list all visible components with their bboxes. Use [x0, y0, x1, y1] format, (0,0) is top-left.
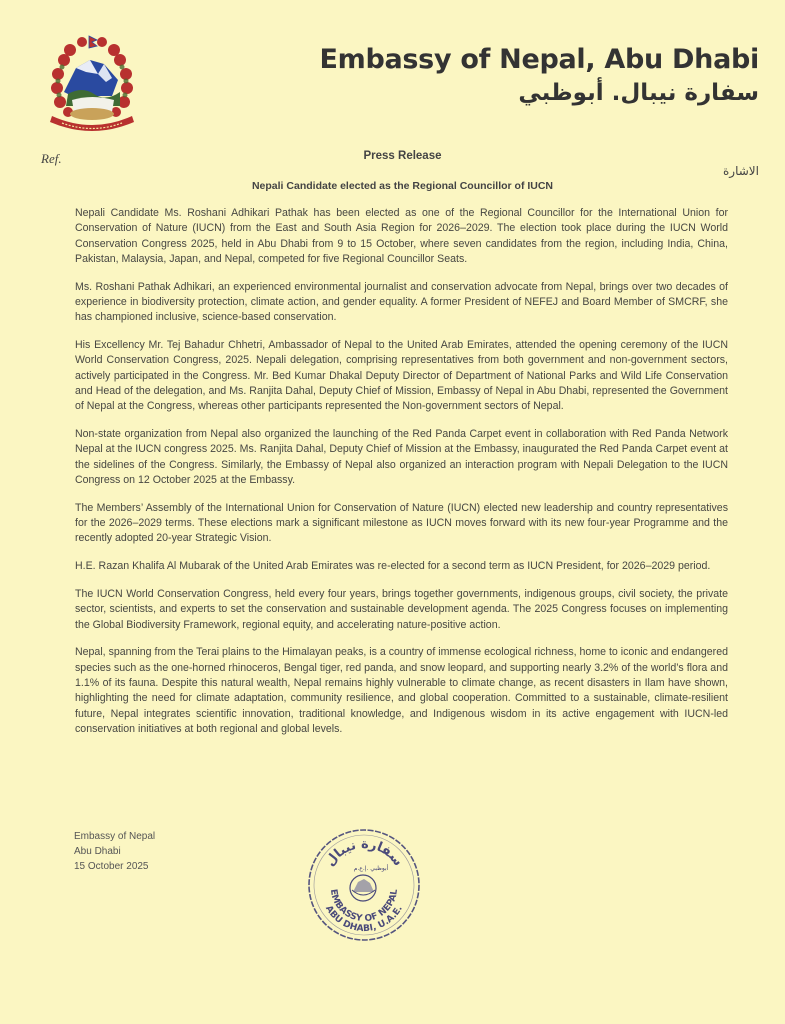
body-paragraph: Nepal, spanning from the Terai plains to the Himalayan peaks, is a country of immense ecological richness, home to iconic and endangered species such as the one-horned rhinoceros, Bengal tiger, red panda, and snow leopard, and supporting nearly 3.2% of the world’s flora and 1.1% of its fauna. Despite this natural wealth, Nepal remains highly vulnerable to climate change, as recent disasters in Ilam have shown, highlighting the need for climate adaptation, community resilience, and global cooperation. Committed to a sustainable, climate-resilient future, Nepal integrates scientific innovation, traditional knowledge, and Indigenous wisdom in its active engagement with IUCN-led conservation initiatives at both regional and global levels.: [75, 646, 728, 735]
reference-arabic-label: الاشارة: [723, 164, 759, 178]
nepal-coat-of-arms-icon: [42, 30, 142, 138]
reference-label: Ref.: [41, 151, 62, 166]
document-type-label: Press Release: [363, 150, 442, 162]
seal-english-text: EMBASSY OF NEPAL: [327, 888, 401, 925]
embassy-seal-icon: [305, 826, 423, 944]
seal-arabic-text: سفارة نيبال: [322, 836, 406, 870]
seal-location-text: ABU DHABI, U.A.E.: [323, 904, 405, 935]
letterhead-arabic-title: سفارة نيبال. أبوظبي: [518, 80, 759, 106]
body-paragraph: Nepali Candidate Ms. Roshani Adhikari Pathak has been elected as one of the Regional Councillor for the International Union for Conservation of Nature (IUCN) from the East and South Asia Region for 2026–2029. The election took place during the IUCN World Conservation Congress 2025, held in Abu Dhabi from 9 to 15 October, where seven candidates from the region, including India, China, Pakistan, Malaysia, Japan, and Nepal, competed for five Regional Councillor Seats.: [75, 207, 728, 265]
body-paragraph: H.E. Razan Khalifa Al Mubarak of the United Arab Emirates was re-elected for a second term as IUCN President, for 2026–2029 period.: [75, 560, 711, 573]
body-paragraph: Non-state organization from Nepal also organized the launching of the Red Panda Carpet event in collaboration with Red Panda Network Nepal at the IUCN congress 2025. Ms. Ranjita Dahal, Deputy Chief of Mission at the Embassy, inaugurated the Red Panda Carpet event at the sidelines of the Congress. Similarly, the Embassy of Nepal also organized an interaction program with Nepali Delegation to the IUCN Congress on 12 October 2025 at the Embassy.: [75, 428, 728, 486]
signoff-block: [74, 829, 155, 874]
press-release-headline: Nepali Candidate elected as the Regional Councillor of IUCN: [251, 180, 554, 192]
letterhead-title: Embassy of Nepal, Abu Dhabi: [319, 44, 759, 75]
body-paragraph: His Excellency Mr. Tej Bahadur Chhetri, Ambassador of Nepal to the United Arab Emirates, attended the opening ceremony of the IUCN World Conservation Congress, 2025. Nepali delegation, comprising representatives from both government and non-government sectors, actively participated in the Congress. Mr. Bed Kumar Dhakal Deputy Director of Department of National Parks and Wild Life Conservation and Head of the delegation, and Ms. Ranjita Dahal, Deputy Chief of Mission, Embassy of Nepal in Abu Dhabi, represented the Government of Nepal at the Congress, whereas other participants represented the Non-government sectors of Nepal.: [75, 339, 728, 413]
seal-arabic-subtext: أبوظبي .إ.ع.م: [353, 865, 389, 872]
body-paragraph: The Members’ Assembly of the International Union for Conservation of Nature (IUCN) elected new leadership and country representatives for the 2026–2029 terms. These elections mark a significant milestone as IUCN moves forward with its new four-year Programme and the recently adopted 20-year Strategic Vision.: [75, 501, 728, 545]
press-release-body: [75, 206, 728, 750]
body-paragraph: Ms. Roshani Pathak Adhikari, an experienced environmental journalist and conservation advocate from Nepal, brings over two decades of experience in biodiversity protection, climate action, and gender equality. A former President of NEFEJ and Board Member of SMCRF, she has championed inclusive, science-based conservation.: [75, 280, 728, 324]
signoff-organization: Embassy of Nepal: [74, 831, 156, 842]
signoff-date: 15 October 2025: [74, 861, 149, 872]
body-paragraph: The IUCN World Conservation Congress, held every four years, brings together governments, indigenous groups, civil society, the private sector, scientists, and experts to set the conservation and sustainable development agenda. The 2025 Congress focuses on implementing the Global Biodiversity Framework, regional equity, and accelerating nature-positive action.: [75, 587, 728, 631]
signoff-city: Abu Dhabi: [74, 846, 121, 857]
